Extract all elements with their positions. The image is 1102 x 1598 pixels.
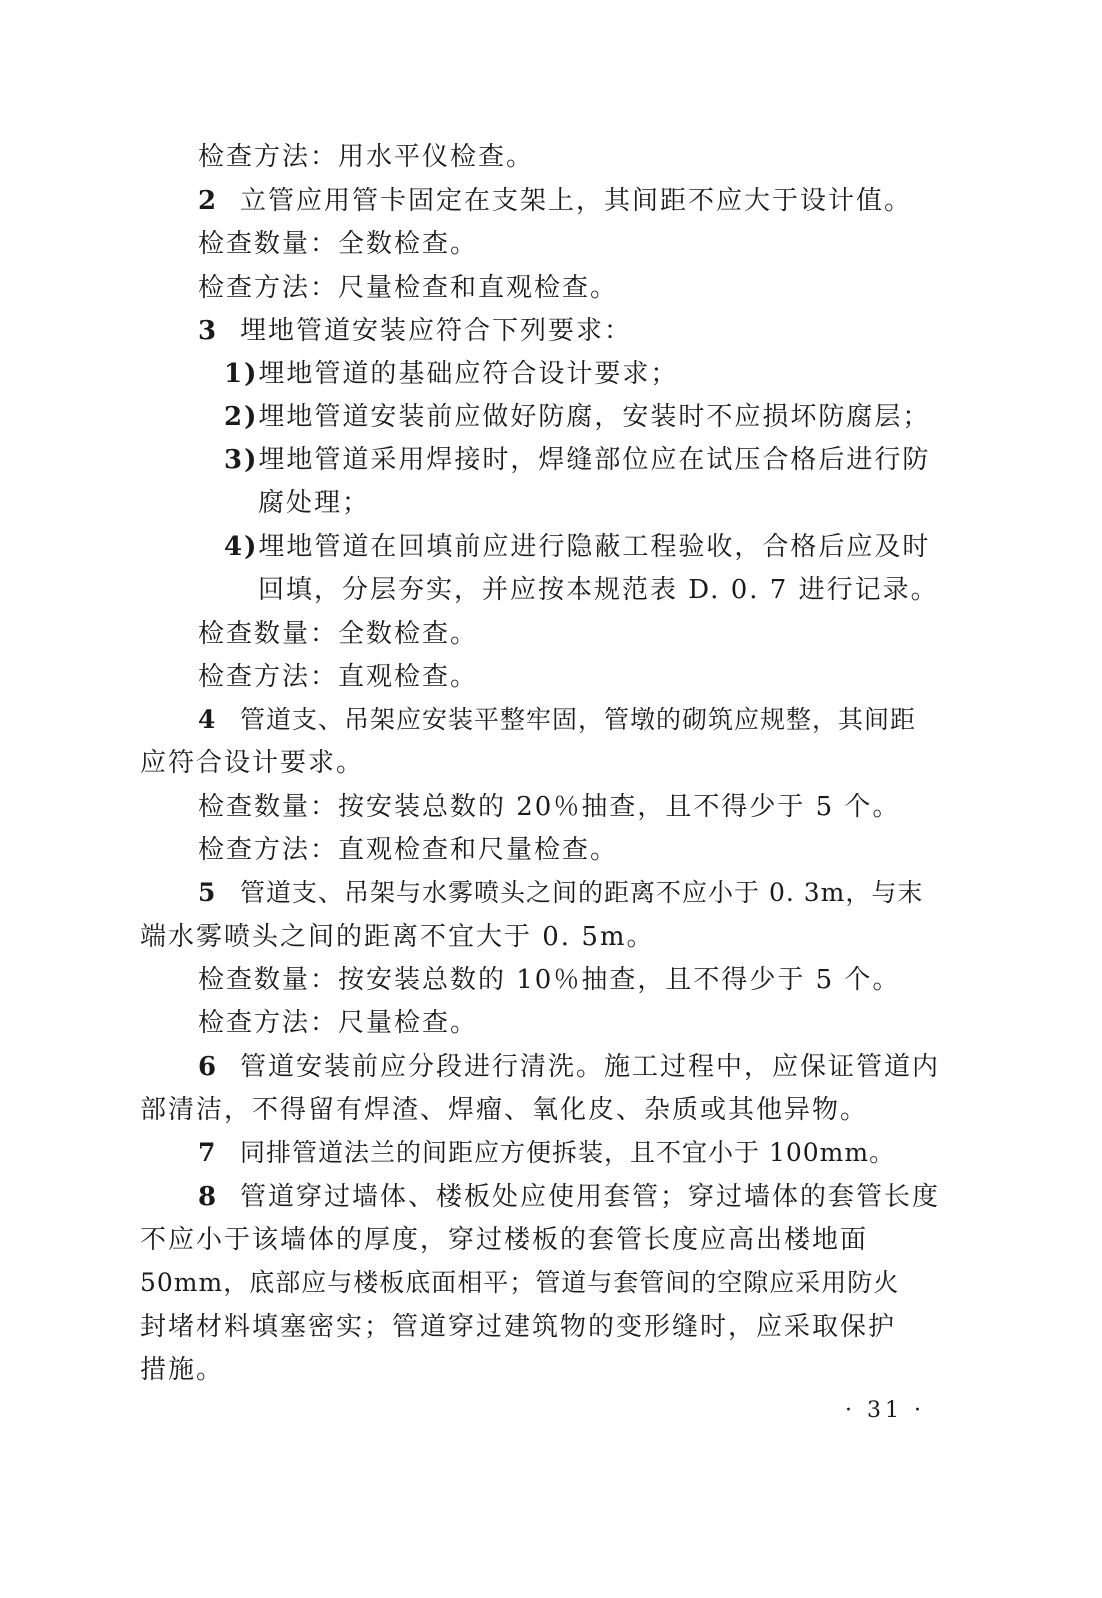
sub-item-number: 2) xyxy=(224,402,259,432)
sub-item-number: 4) xyxy=(224,532,259,562)
text-line: 措施。 xyxy=(140,1355,225,1385)
clause-4: 4 管道支、吊架应安装平整牢固，管墩的砌筑应规整，其间距 xyxy=(198,703,916,737)
text-line: 回填，分层夯实，并应按本规范表 D. 0. 7 进行记录。 xyxy=(258,575,939,605)
clause-5: 5 管道支、吊架与水雾喷头之间的距离不应小于 0. 3m，与末 xyxy=(198,876,923,910)
text-line: 检查方法：直观检查。 xyxy=(198,662,479,692)
clause-3: 3 埋地管道安装应符合下列要求： xyxy=(198,316,633,346)
clause-number: 7 xyxy=(198,1138,217,1167)
clause-number: 2 xyxy=(198,186,219,216)
sub-item-number: 1) xyxy=(224,359,259,389)
clause-number: 8 xyxy=(198,1182,219,1212)
text-line: 部清洁，不得留有焊渣、焊瘤、氧化皮、杂质或其他异物。 xyxy=(140,1095,869,1125)
clause-number: 5 xyxy=(198,878,217,907)
clause-8: 8 管道穿过墙体、楼板处应使用套管；穿过墙体的套管长度 xyxy=(198,1182,941,1212)
clause-number: 6 xyxy=(198,1052,219,1082)
text-line: 封堵材料填塞密实；管道穿过建筑物的变形缝时，应采取保护 xyxy=(140,1312,897,1342)
text-line: 不应小于该墙体的厚度，穿过楼板的套管长度应高出楼地面 xyxy=(140,1225,869,1255)
text-line: 检查方法：尺量检查和直观检查。 xyxy=(198,273,619,303)
text-line: 检查方法：尺量检查。 xyxy=(198,1008,479,1038)
clause-7: 7 同排管道法兰的间距应方便拆装，且不宜小于 100mm。 xyxy=(198,1136,895,1170)
sub-item-4: 4)埋地管道在回填前应进行隐蔽工程验收，合格后应及时 xyxy=(224,532,931,562)
text-line: 检查数量：按安装总数的 20％抽查，且不得少于 5 个。 xyxy=(198,792,901,822)
text-line: 50mm，底部应与楼板底面相平；管道与套管间的空隙应采用防火 xyxy=(140,1268,900,1297)
text-line: 腐处理； xyxy=(258,488,371,518)
text-line: 检查数量：按安装总数的 10％抽查，且不得少于 5 个。 xyxy=(198,965,901,995)
sub-item-number: 3) xyxy=(224,445,259,475)
sub-item-2: 2)埋地管道安装前应做好防腐，安装时不应损坏防腐层； xyxy=(224,402,931,432)
text-line: 端水雾喷头之间的距离不宜大于 0. 5m。 xyxy=(140,922,655,952)
text-line: 检查数量：全数检查。 xyxy=(198,229,479,259)
text-line: 检查方法：用水平仪检查。 xyxy=(198,142,535,172)
text-line: 检查方法：直观检查和尺量检查。 xyxy=(198,835,619,865)
clause-2: 2 立管应用管卡固定在支架上，其间距不应大于设计值。 xyxy=(198,186,913,216)
text-line: 检查数量：全数检查。 xyxy=(198,619,479,649)
clause-6: 6 管道安装前应分段进行清洗。施工过程中，应保证管道内 xyxy=(198,1052,941,1082)
clause-number: 4 xyxy=(198,705,217,734)
text-line: 应符合设计要求。 xyxy=(140,748,365,778)
clause-number: 3 xyxy=(198,316,219,346)
sub-item-3: 3)埋地管道采用焊接时，焊缝部位应在试压合格后进行防 xyxy=(224,445,931,475)
sub-item-1: 1)埋地管道的基础应符合设计要求； xyxy=(224,359,679,389)
page-number: · 31 · xyxy=(845,1398,925,1423)
